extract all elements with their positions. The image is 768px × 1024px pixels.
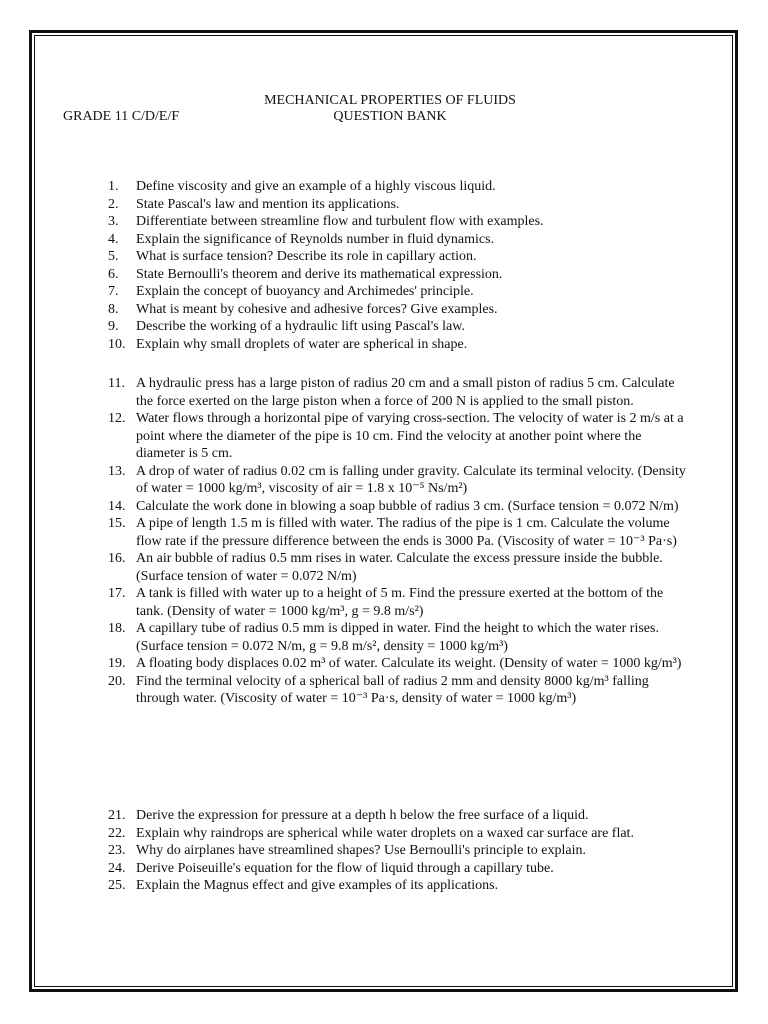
question-number: 20.: [108, 673, 126, 689]
question-number: 4.: [108, 231, 119, 247]
question-item: [108, 248, 688, 266]
question-number: 10.: [108, 336, 126, 352]
question-item: [108, 231, 688, 249]
question-number: 18.: [108, 621, 126, 636]
question-item: [108, 178, 688, 196]
question-number: 13.: [108, 463, 126, 479]
question-item: [108, 410, 688, 463]
question-item: [108, 375, 688, 410]
question-text: Why do airplanes have streamlined shapes? Use Bernoulli's principle to explain.: [136, 843, 587, 858]
question-text: Calculate the work done in blowing a soap bubble of radius 3 cm. (Surface tension = 0.072 N/m): [136, 498, 679, 514]
question-text: Derive Poiseuille's equation for the flow of liquid through a capillary tube.: [136, 860, 554, 876]
question-text: A capillary tube of radius 0.5 mm is dipped in water. Find the height to which the water rises. (Surface tension = 0.072 N/m, g = 9.8 m/s², density = 1000 kg/m³): [136, 621, 659, 654]
question-item: [108, 807, 688, 825]
question-item: [108, 842, 688, 860]
question-text: A floating body displaces 0.02 m³ of water. Calculate its weight. (Density of water = 1000 kg/m³): [136, 656, 682, 671]
question-text: Explain why small droplets of water are spherical in shape.: [136, 336, 468, 352]
question-item: [108, 301, 688, 319]
question-item: [108, 213, 688, 231]
question-text: Water flows through a horizontal pipe of varying cross-section. The velocity of water is 2 m/s at a point where the diameter of the pipe is 10 cm. Find the velocity at another point where the diameter is 5 cm.: [136, 411, 684, 461]
question-text: Explain why raindrops are spherical while water droplets on a waxed car surface are flat.: [136, 825, 634, 841]
question-item: [108, 196, 688, 214]
question-number: 1.: [108, 179, 119, 194]
question-number: 17.: [108, 586, 126, 601]
question-number: 15.: [108, 516, 126, 531]
question-number: 8.: [108, 301, 119, 317]
document-subtitle: QUESTION BANK: [333, 109, 447, 124]
question-text: A pipe of length 1.5 m is filled with water. The radius of the pipe is 1 cm. Calculate the volume flow rate if the pressure difference between the ends is 3000 Pa. (Viscosity of water = 10⁻³ Pa·s): [136, 516, 677, 549]
question-text: State Pascal's law and mention its applications.: [136, 196, 400, 212]
question-number: 12.: [108, 411, 126, 426]
question-text: Define viscosity and give an example of a highly viscous liquid.: [136, 179, 496, 194]
question-item: [108, 620, 688, 655]
question-text: A tank is filled with water up to a height of 5 m. Find the pressure exerted at the bottom of the tank. (Density of water = 1000 kg/m³, g = 9.8 m/s²): [136, 586, 664, 619]
question-item: [108, 318, 688, 336]
question-group-2: [108, 375, 688, 708]
question-text: A drop of water of radius 0.02 cm is falling under gravity. Calculate its terminal velocity. (Density of water = 1000 kg/m³, viscosity of air = 1.8 x 10⁻⁵ Ns/m²): [136, 463, 686, 496]
question-text: Describe the working of a hydraulic lift using Pascal's law.: [136, 319, 465, 334]
question-number: 23.: [108, 843, 126, 858]
question-item: [108, 673, 688, 708]
question-number: 25.: [108, 878, 126, 893]
question-group-1: [108, 178, 688, 353]
question-item: [108, 463, 688, 498]
question-text: Explain the concept of buoyancy and Archimedes' principle.: [136, 284, 474, 299]
question-text: Explain the Magnus effect and give examples of its applications.: [136, 878, 499, 893]
question-item: [108, 336, 688, 354]
question-number: 19.: [108, 656, 126, 671]
question-item: [108, 498, 688, 516]
question-item: [108, 655, 688, 673]
question-text: A hydraulic press has a large piston of radius 20 cm and a small piston of radius 5 cm. Calculate the force exerted on the large piston when a force of 200 N is applied to the small piston.: [136, 376, 675, 409]
question-number: 22.: [108, 825, 126, 841]
grade-label: GRADE 11 C/D/E/F: [63, 109, 180, 124]
question-number: 9.: [108, 319, 119, 334]
question-text: State Bernoulli's theorem and derive its mathematical expression.: [136, 266, 503, 282]
question-number: 2.: [108, 196, 119, 212]
question-item: [108, 877, 688, 895]
question-number: 7.: [108, 284, 119, 299]
question-item: [108, 283, 688, 301]
question-item: [108, 860, 688, 878]
question-number: 3.: [108, 214, 119, 229]
question-text: Derive the expression for pressure at a depth h below the free surface of a liquid.: [136, 808, 589, 823]
question-item: [108, 515, 688, 550]
question-text: Find the terminal velocity of a spherical ball of radius 2 mm and density 8000 kg/m³ falling through water. (Viscosity of water = 10⁻³ Pa·s, density of water = 1000 kg/m³): [136, 673, 649, 706]
question-text: Explain the significance of Reynolds number in fluid dynamics.: [136, 231, 495, 247]
question-number: 16.: [108, 551, 126, 566]
question-number: 6.: [108, 266, 119, 282]
question-text: What is meant by cohesive and adhesive forces? Give examples.: [136, 301, 498, 317]
question-group-3: [108, 807, 688, 895]
question-text: What is surface tension? Describe its role in capillary action.: [136, 249, 477, 264]
question-item: [108, 825, 688, 843]
question-number: 5.: [108, 249, 119, 264]
question-text: Differentiate between streamline flow and turbulent flow with examples.: [136, 214, 544, 229]
question-number: 21.: [108, 808, 126, 823]
question-text: An air bubble of radius 0.5 mm rises in water. Calculate the excess pressure inside the bubble. (Surface tension of water = 0.072 N/m): [136, 551, 663, 584]
document-title: MECHANICAL PROPERTIES OF FLUIDS: [264, 93, 516, 108]
question-item: [108, 550, 688, 585]
question-number: 24.: [108, 860, 126, 876]
question-item: [108, 266, 688, 284]
question-number: 14.: [108, 498, 126, 514]
question-number: 11.: [108, 376, 125, 391]
question-item: [108, 585, 688, 620]
